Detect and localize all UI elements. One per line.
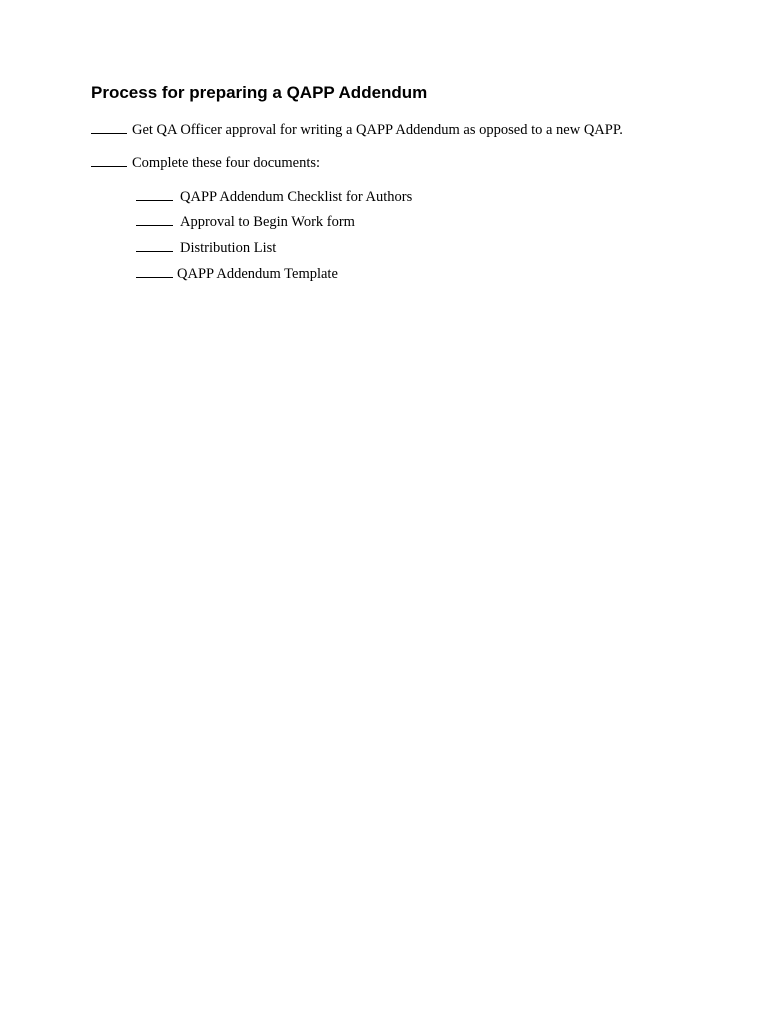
- document-title: Process for preparing a QAPP Addendum: [91, 83, 428, 102]
- checkbox-blank-line[interactable]: [136, 188, 173, 201]
- sub-item-template: [136, 265, 338, 283]
- sub-item-approval-form: [136, 213, 355, 231]
- step-get-approval: [91, 121, 623, 139]
- sub-item-checklist: [136, 188, 412, 206]
- step-text: Complete these four documents:: [132, 155, 321, 171]
- sub-item-text: Approval to Begin Work form: [180, 214, 355, 230]
- checkbox-blank-line[interactable]: [136, 265, 173, 278]
- step-text: Get QA Officer approval for writing a QAPP Addendum as opposed to a new QAPP.: [132, 122, 623, 138]
- step-complete-documents: [91, 154, 320, 172]
- sub-item-text: QAPP Addendum Checklist for Authors: [180, 189, 413, 205]
- sub-item-text: Distribution List: [180, 240, 277, 256]
- sub-item-text: QAPP Addendum Template: [177, 266, 338, 282]
- checkbox-blank-line[interactable]: [136, 213, 173, 226]
- checkbox-blank-line[interactable]: [91, 154, 127, 167]
- checkbox-blank-line[interactable]: [136, 239, 173, 252]
- sub-item-distribution-list: [136, 239, 276, 257]
- checkbox-blank-line[interactable]: [91, 121, 127, 134]
